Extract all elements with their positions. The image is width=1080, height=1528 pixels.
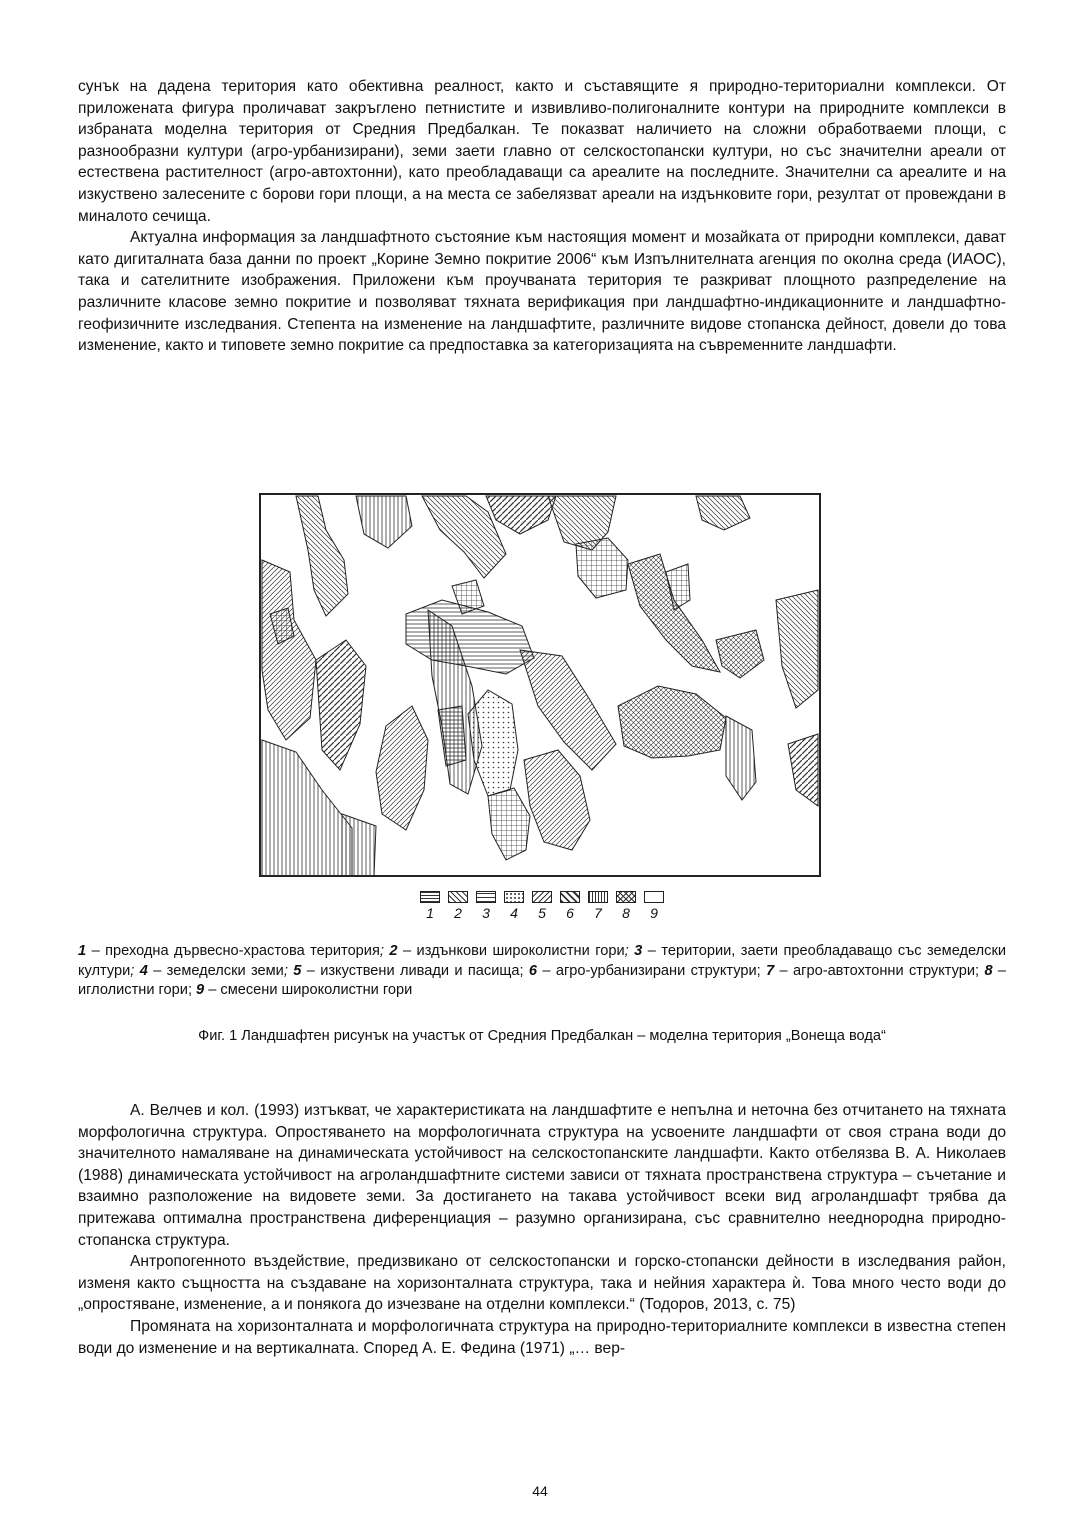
paragraph: Актуална информация за ландшафтното състояние към настоящия момент и мозайката от природни комплекси, дават като дигиталната база данни по проект „Корине Земно покритие 2006“ към Изпълнителната агенция по околна среда (ИАОС), така и сателитните изображения. Приложени към проучваната територия те разкриват площното разпределение на различните класове земно покритие и позволяват тяхната верификация при ландшафтно-индикационните и ландшафтно-геофизичните изследвания. Степента на изменение на ландшафтите, различните видове стопанска дейност, довели до това изменение, както и типовете земно покритие са предпоставка за категоризацията на съвременните ландшафти. <box>78 229 1006 355</box>
paragraph: сунък на дадена територия като обективна реалност, както и съставящите я природно-териториални комплекси. От приложената фигура проличават закръглено петнистите и извивливо-полигоналните контури на природните комплекси в избраната моделна територия от Средния Предбалкан. Те показват наличието на сложни обработваеми площи, с разнообразни култури (агро-урбанизирани), земи заети главно от селскостопански култури, но със значителни ареали от естествена растителност (агро-автохтонни), като преобладаващи са ареалите на последните. Значителни са ареалите и на изкуствено залесените с борови гори площи, а на места се забелязват ареали на издънковите гори, резултат от провеждани в миналото сечища. <box>78 78 1006 225</box>
figure-caption: Фиг. 1 Ландшафтен рисунък на участък от Средния Предбалкан – моделна територия „Вонеща вода“ <box>198 1028 886 1044</box>
legend-key-label: смесени широколистни гори <box>220 982 413 999</box>
bottom-text-block <box>78 1100 1006 1359</box>
paragraph: Промяната на хоризонталната и морфологичната структура на природно-териториалните комплекси в известна степен води до изменение и на вертикалната. Според А. Е. Федина (1971) „… вер- <box>78 1317 1006 1357</box>
legend-number: 8 <box>622 905 630 921</box>
legend-key-number: 1 <box>78 943 87 959</box>
legend-swatch-7 <box>588 891 608 903</box>
paragraph: А. Велчев и кол. (1993) изтъкват, че характеристиката на ландшафтите е непълна и неточна без отчитането на тяхната морфологична структура. Опростяването на морфологичната структура на усвоените ландшафти от своя страна води до значителното намаляване на динамическата устойчивост на селскостопанските ландшафти. Както отбелязва В. А. Николаев (1988) динамическата устойчивост на агроландшафтните системи зависи от тяхната пространствена структура – съчетание и взаимно разположение на видовете земи. За достигането на такава устойчивост всеки вид агроландшафт трябва да притежава оптимална пространствена диференциация – разумно организирана, със сравнително нееднородна природно-стопанска структура. <box>78 1102 1006 1249</box>
legend-swatch-8 <box>616 891 636 903</box>
legend-key-number: 9 <box>196 982 205 999</box>
legend-key-label: агро-урбанизирани структури <box>555 962 757 979</box>
legend-key-label: иглолистни гори <box>78 982 188 999</box>
legend-number: 4 <box>510 905 518 921</box>
legend-number: 5 <box>538 905 546 921</box>
legend-key-label: агро-автохтонни структури <box>793 962 976 979</box>
legend-swatch-1 <box>420 891 440 903</box>
legend-key-number: 2 <box>389 943 398 959</box>
legend-key-label: издънкови широколистни гори <box>416 943 625 959</box>
legend-swatch-2 <box>448 891 468 903</box>
paragraph: Антропогенното въздействие, предизвикано от селскостопански и горско-стопански дейности в изследвания район, изменя както същността на създаване на хоризонталната структура, така и нейния характера ѝ. Това много често води до „опростяване, изменение, а и понякога до изчезване на отделни комплекси.“ (Тодоров, 2013, с. 75) <box>78 1253 1006 1314</box>
legend-key-label: територии, заети преобладаващо със земеделски култури <box>78 943 1006 979</box>
legend-key-label: преходна дървесно-храстова територия <box>105 943 380 959</box>
legend-key-label: изкуствени ливади и пасища <box>320 962 520 979</box>
page-number: 44 <box>532 1483 548 1499</box>
legend-number: 1 <box>426 905 434 921</box>
legend-number: 3 <box>482 905 490 921</box>
legend-number: 7 <box>594 905 602 921</box>
top-text-block <box>78 76 1006 357</box>
legend-key-number: 6 <box>528 962 538 979</box>
landscape-map-figure <box>256 490 824 880</box>
legend-swatch-3 <box>476 891 496 903</box>
legend-number: 9 <box>650 905 658 921</box>
legend-key-text: 1 – преходна дървесно-храстова територия; 2 – издънкови широколистни гори; 3 – територии, заети преобладаващо със земеделски култури; 4 – земеделски земи; 5 – изкуствени ливади и пасища; 6 – агро-урбанизирани структури; 7 – агро-автохтонни структури; 8 – иглолистни гори; 9 – смесени широколистни гори <box>78 943 1007 999</box>
legend-key-number: 8 <box>984 962 993 979</box>
legend-key-number: 3 <box>634 943 643 959</box>
map-legend <box>416 891 676 925</box>
legend-swatch-6 <box>560 891 580 903</box>
legend-key-label: земеделски земи <box>166 962 284 979</box>
legend-swatch-5 <box>532 891 552 903</box>
legend-key-number: 5 <box>293 962 302 979</box>
legend-number: 6 <box>566 905 574 921</box>
legend-key-number: 7 <box>766 962 775 979</box>
legend-key-number: 4 <box>139 962 148 979</box>
legend-swatch-9 <box>644 891 664 903</box>
legend-swatch-4 <box>504 891 524 903</box>
legend-number: 2 <box>454 905 462 921</box>
